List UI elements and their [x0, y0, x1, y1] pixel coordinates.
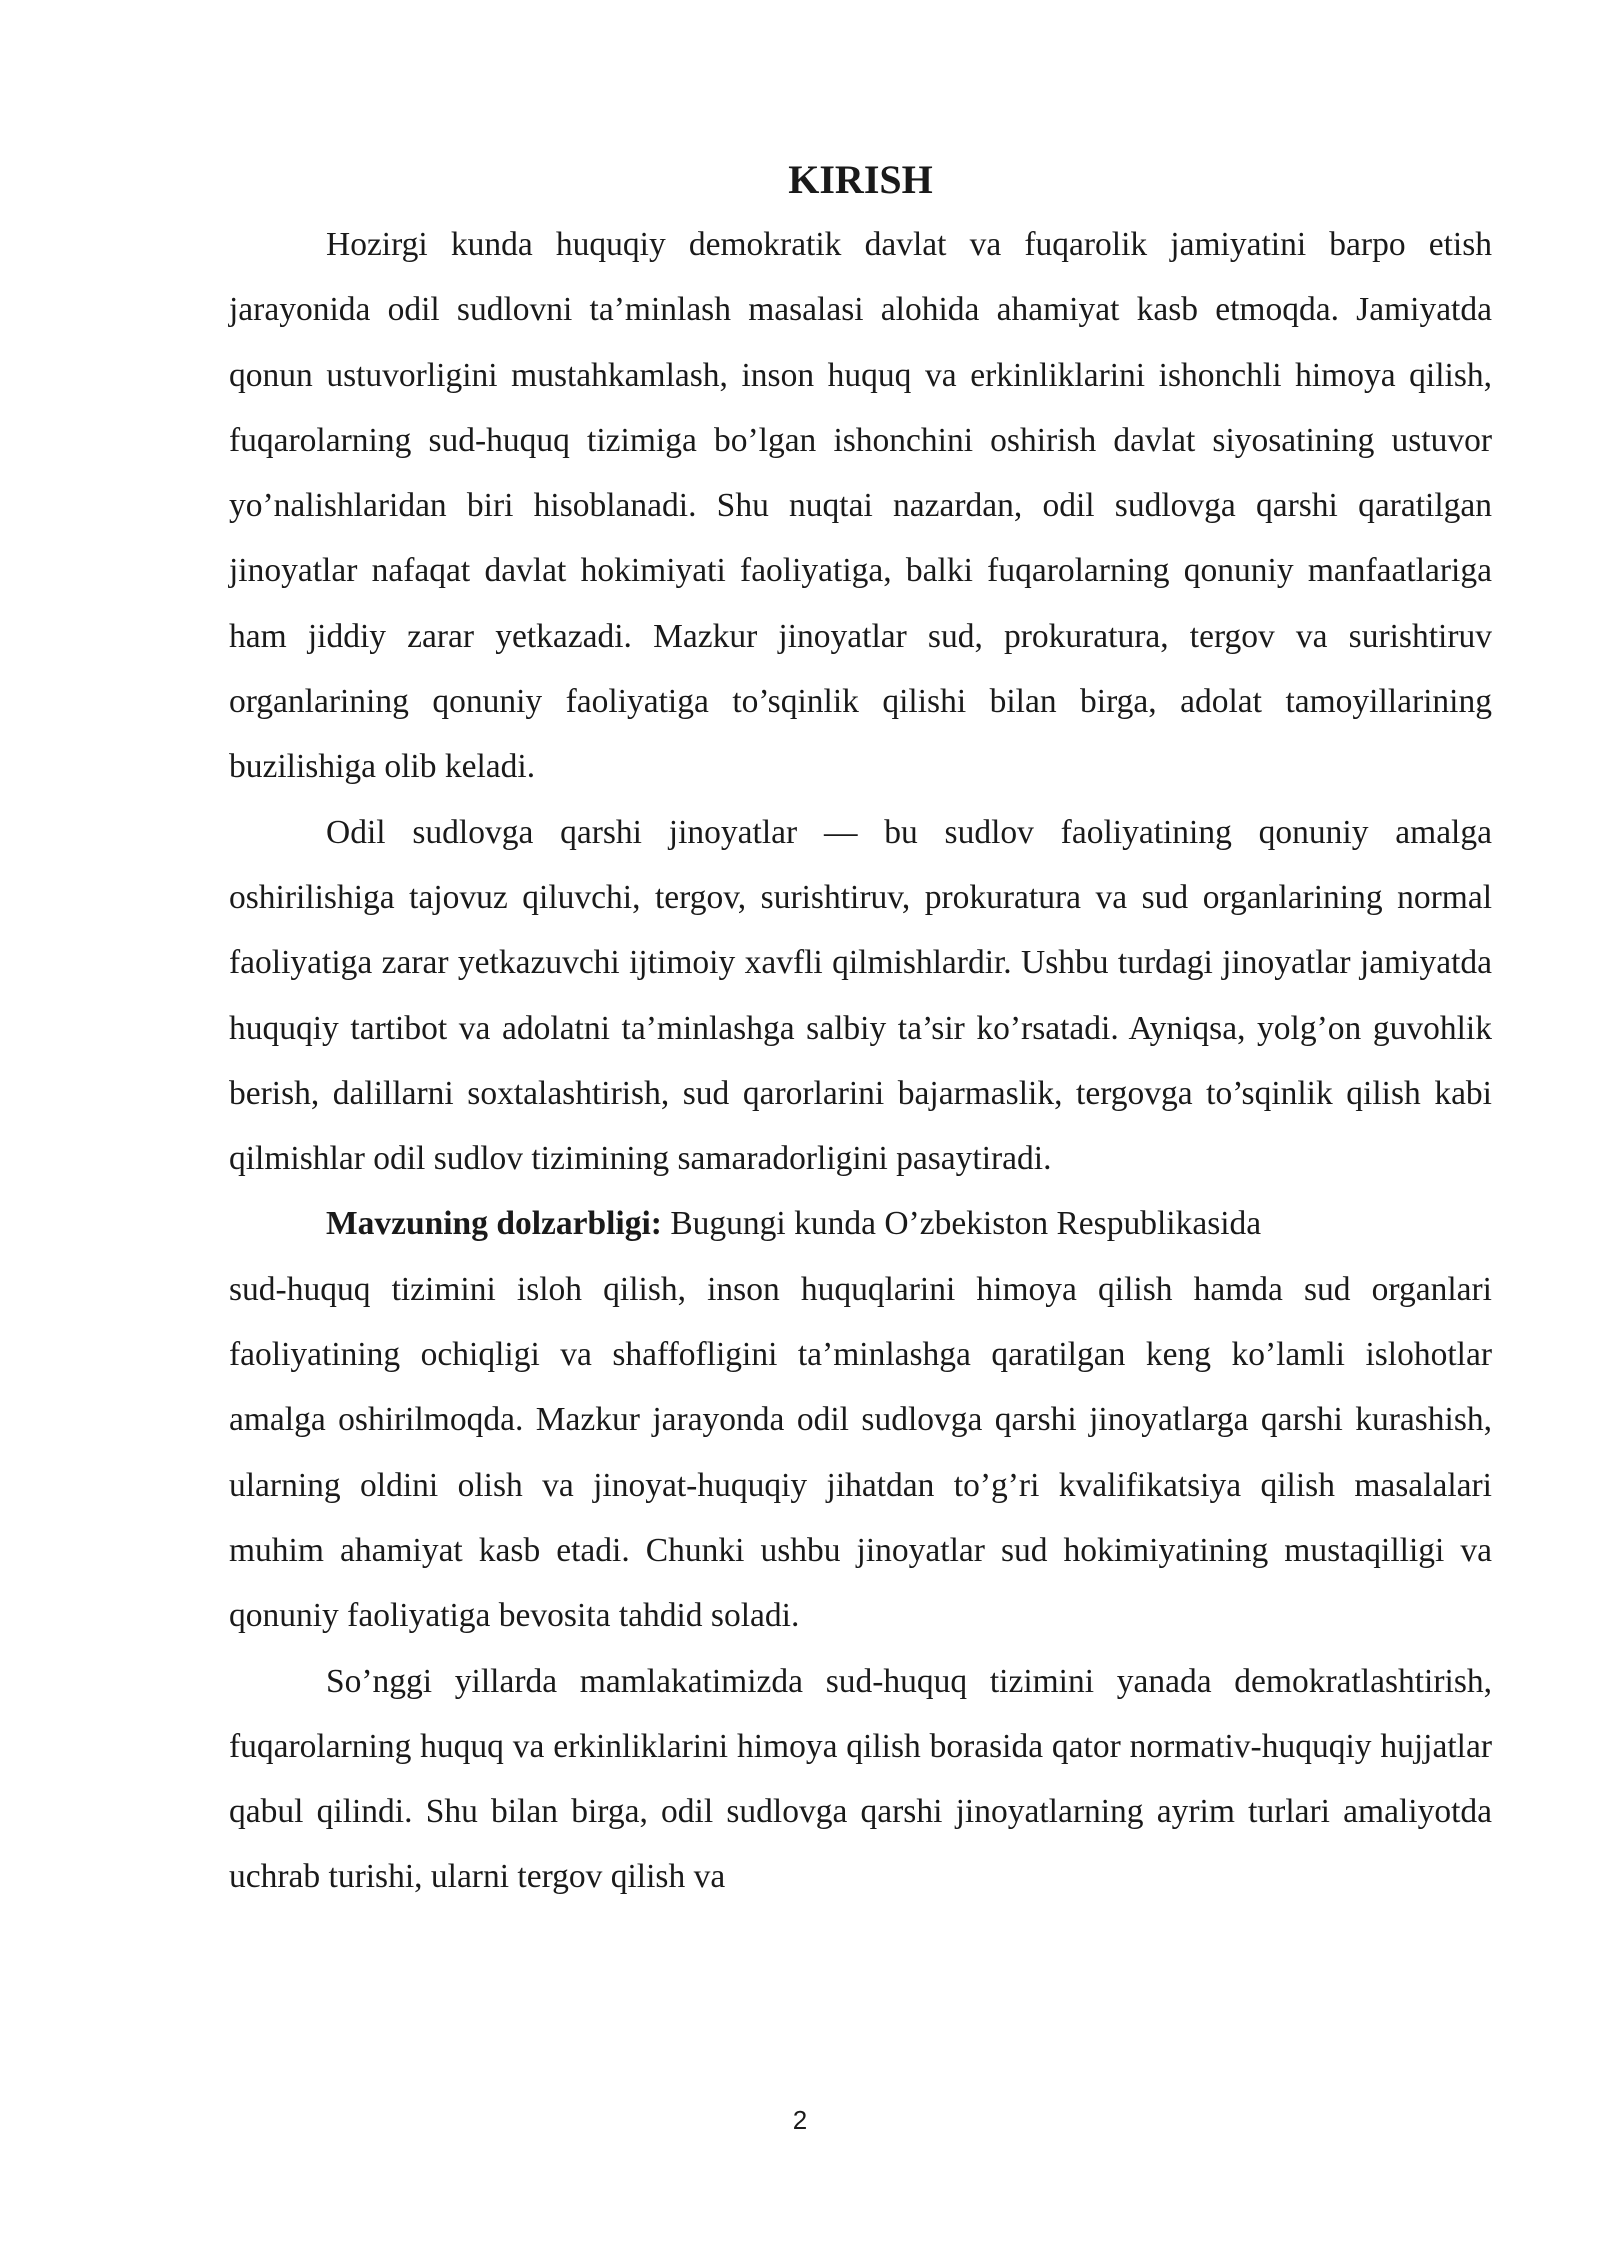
paragraph-definition: Odil sudlovga qarshi jinoyatlar — bu sudlov faoliyatining qonuniy amalga oshirilishiga tajovuz qiluvchi, tergov, surishtiruv, prokuratura va sud organlarining normal faoliyatiga zarar yetkazuvchi ijtimoiy xavfli qilmishlardir. Ushbu turdagi jinoyatlar jamiyatda huquqiy tartibot va adolatni ta’minlashga salbiy ta’sir ko’rsatadi. Ayniqsa, yolg’on guvohlik berish, dalillarni soxtalashtirish, sud qarorlarini bajarmaslik, tergovga to’sqinlik qilish kabi qilmishlar odil sudlov tizimining samaradorligini pasaytiradi.	[229, 813, 1492, 1178]
page-number: 2	[792, 2105, 808, 2135]
page-content	[229, 150, 1492, 1910]
paragraph-intro: Hozirgi kunda huquqiy demokratik davlat va fuqarolik jamiyatini barpo etish jarayonida odil sudlovni ta’minlash masalasi alohida ahamiyat kasb etmoqda. Jamiyatda qonun ustuvorligini mustahkamlash, inson huquq va erkinliklarini ishonchli himoya qilish, fuqarolarning sud-huquq tizimiga bo’lgan ishonchini oshirish davlat siyosatining ustuvor yo’nalishlaridan biri hisoblanadi. Shu nuqtai nazardan, odil sudlovga qarshi qaratilgan jinoyatlar nafaqat davlat hokimiyati faoliyatiga, balki fuqarolarning qonuniy manfaatlariga ham jiddiy zarar yetkazadi. Mazkur jinoyatlar sud, prokuratura, tergov va surishtiruv organlarining qonuniy faoliyatiga to’sqinlik qilishi bilan birga, adolat tamoyillarining buzilishiga olib keladi.	[229, 226, 1492, 786]
paragraph-recent-years: So’nggi yillarda mamlakatimizda sud-huquq tizimini yanada demokratlashtirish, fuqarolarning huquq va erkinliklarini himoya qilish borasida qator normativ-huquqiy hujjatlar qabul qilindi. Shu bilan birga, odil sudlovga qarshi jinoyatlarning ayrim turlari amaliyotda uchrab turishi, ularni tergov qilish va	[229, 1662, 1492, 1896]
relevance-label: Mavzuning dolzarbligi:	[326, 1205, 662, 1243]
paragraph-relevance-body: sud-huquq tizimini isloh qilish, inson huquqlarini himoya qilish hamda sud organlari faoliyatining ochiqligi va shaffofligini ta’minlashga qaratilgan keng ko’lamli islohotlar amalga oshirilmoqda. Mazkur jarayonda odil sudlovga qarshi jinoyatlarga qarshi kurashish, ularning oldini olish va jinoyat-huquqiy jihatdan to’g’ri kvalifikatsiya qilish masalalari muhim ahamiyat kasb etadi. Chunki ushbu jinoyatlar sud hokimiyatining mustaqilligi va qonuniy faoliyatiga bevosita tahdid soladi.	[229, 1270, 1492, 1635]
section-title: KIRISH	[788, 157, 933, 202]
paragraph-relevance-first-line	[229, 1191, 1492, 1256]
relevance-first-line-text: Bugungi kunda O’zbekiston Respublikasida	[670, 1205, 1262, 1243]
